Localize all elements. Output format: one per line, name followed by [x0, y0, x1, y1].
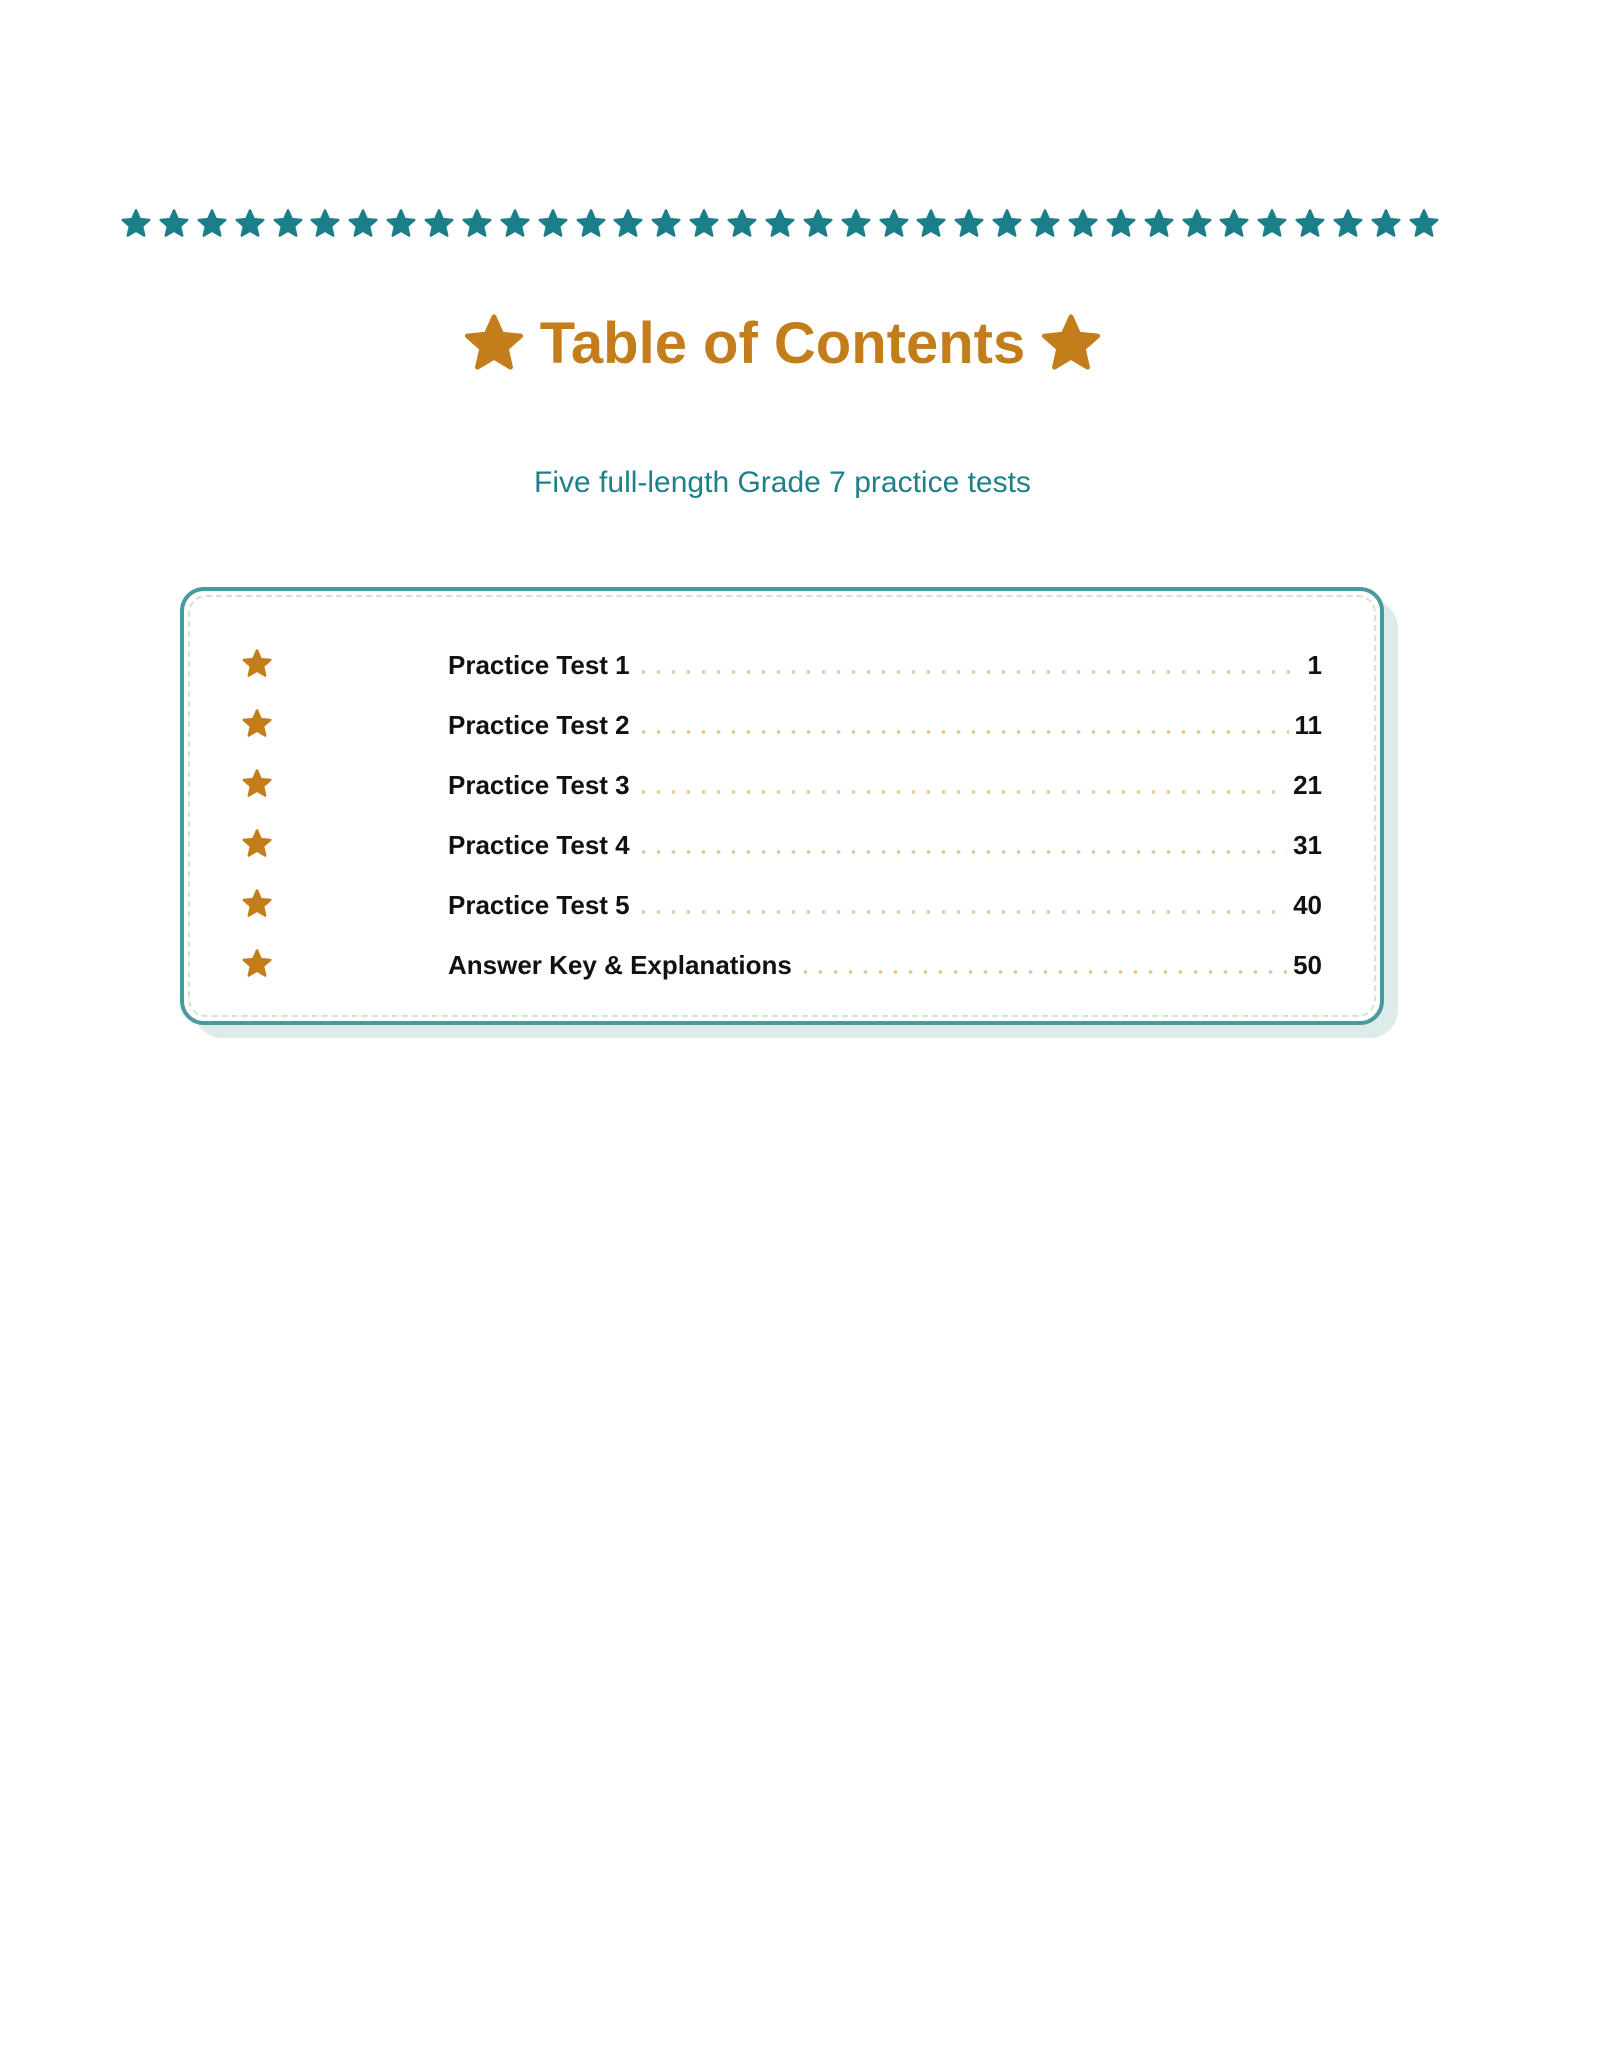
toc-item-page: 11 [1294, 709, 1322, 740]
star-icon [272, 208, 304, 240]
toc-line [448, 698, 1322, 752]
star-icon [1294, 208, 1326, 240]
toc-item-page: 1 [1307, 649, 1322, 680]
toc-item-page: 21 [1293, 769, 1322, 800]
star-icon [650, 208, 682, 240]
star-icon [241, 708, 273, 740]
star-icon [241, 888, 273, 920]
star-icon [241, 948, 273, 980]
toc-line [448, 938, 1322, 992]
star-icon [423, 208, 455, 240]
toc-item-label: Answer Key & Explanations [448, 949, 792, 980]
toc-item[interactable] [184, 638, 1380, 698]
star-icon [158, 208, 190, 240]
subtitle: Five full-length Grade 7 practice tests [534, 466, 1031, 499]
toc-item-page: 50 [1293, 949, 1322, 980]
dot-leader [636, 790, 1287, 794]
star-icon [241, 768, 273, 800]
star-icon [385, 208, 417, 240]
star-icon [726, 208, 758, 240]
star-icon [612, 208, 644, 240]
toc-list [184, 638, 1380, 998]
toc-item-label: Practice Test 5 [448, 889, 630, 920]
star-icon [1332, 208, 1364, 240]
toc-item-label: Practice Test 3 [448, 769, 630, 800]
dot-leader [636, 850, 1287, 854]
star-icon [120, 208, 152, 240]
star-icon [241, 828, 273, 860]
toc-item-label: Practice Test 4 [448, 829, 630, 860]
star-icon [688, 208, 720, 240]
star-icon [1067, 208, 1099, 240]
star-icon [241, 648, 273, 680]
page-title [0, 312, 1565, 376]
star-icon [1218, 208, 1250, 240]
star-icon [1408, 208, 1440, 240]
star-icon [953, 208, 985, 240]
star-icon [1105, 208, 1137, 240]
toc-item[interactable] [184, 818, 1380, 878]
star-icon [461, 208, 493, 240]
star-icon [1256, 208, 1288, 240]
toc-item-page: 31 [1293, 829, 1322, 860]
title-text: Table of Contents [539, 311, 1026, 376]
dot-leader [636, 910, 1287, 914]
star-icon [347, 208, 379, 240]
star-icon [1143, 208, 1175, 240]
toc-panel [180, 587, 1384, 1025]
star-icon [840, 208, 872, 240]
star-icon [1039, 312, 1103, 376]
dot-leader [798, 970, 1287, 974]
toc-item-label: Practice Test 2 [448, 709, 630, 740]
star-icon [499, 208, 531, 240]
toc-item[interactable] [184, 878, 1380, 938]
star-border [120, 205, 1440, 243]
star-icon [878, 208, 910, 240]
star-icon [915, 208, 947, 240]
star-icon [991, 208, 1023, 240]
toc-item-page: 40 [1293, 889, 1322, 920]
star-icon [802, 208, 834, 240]
star-icon [234, 208, 266, 240]
star-icon [764, 208, 796, 240]
toc-line [448, 818, 1322, 872]
star-icon [1181, 208, 1213, 240]
star-icon [309, 208, 341, 240]
star-icon [196, 208, 228, 240]
dot-leader [636, 670, 1302, 674]
toc-item[interactable] [184, 938, 1380, 998]
toc-line [448, 878, 1322, 932]
toc-item-label: Practice Test 1 [448, 649, 630, 680]
star-icon [537, 208, 569, 240]
toc-line [448, 758, 1322, 812]
star-icon [462, 312, 526, 376]
star-icon [1370, 208, 1402, 240]
dot-leader [636, 730, 1289, 734]
toc-item[interactable] [184, 758, 1380, 818]
star-icon [1029, 208, 1061, 240]
star-icon [575, 208, 607, 240]
toc-item[interactable] [184, 698, 1380, 758]
toc-line [448, 638, 1322, 692]
